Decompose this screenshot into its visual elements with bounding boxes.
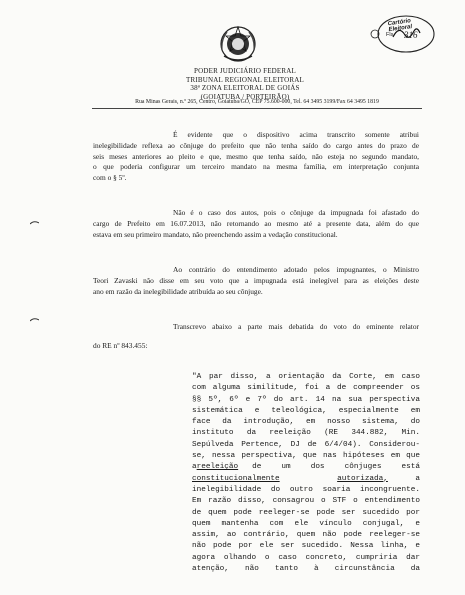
paragraph-line: Teori Zavaski não disse em seu voto que a impugnada está inelegível para as eleições deste <box>93 275 419 285</box>
quote-line: de quem pode reeleger-se pode ser sucedido por <box>192 508 420 517</box>
header-line-1: PODER JUDICIÁRIO FEDERAL <box>193 67 297 75</box>
quote-line: inelegibilidade do outro soaria incongruente. <box>192 485 420 494</box>
header-line-2: TRIBUNAL REGIONAL ELEITORAL <box>186 75 304 84</box>
paragraph-line: estava em seu primeiro mandato, não preenchendo assim a vedação constitucional. <box>93 229 338 239</box>
paragraph-line: ano em razão da inelegibilidade atribuída ao seu cônjuge. <box>93 286 263 296</box>
paragraph-line: Ao contrário do entendimento adotado pelos impugnantes, o Ministro <box>173 265 419 274</box>
quote-underlined-word: constitucionalmente <box>192 474 280 483</box>
court-address: Rua Minas Gerais, n.º 265, Centro, Goiatuba/GO, CEP 75.600-000, Tel. 64 3495 3199/Fax 64 3495 1819 <box>135 99 379 105</box>
paragraph-4 <box>93 322 419 352</box>
margin-mark-icon <box>30 317 39 322</box>
court-header <box>120 67 370 101</box>
quote-word: de um dos cônjuges está <box>252 463 420 472</box>
quote-line <box>192 462 420 473</box>
quote-underlined-word: reeleição <box>196 463 239 472</box>
paragraph-2 <box>93 208 419 240</box>
quote-line: face da introdução, em nosso sistema, do <box>192 418 420 427</box>
paragraph-line: do RE nº 843.455: <box>93 340 148 350</box>
quote-line: agora olhando o caso concreto, cumpriria dar <box>192 553 420 562</box>
quote-underlined-word: autorizada, <box>337 474 388 483</box>
paragraph-line: o que poderia configurar um terceiro mandato na mesma família, em interpretação conjunta <box>93 162 419 172</box>
stamp-label: Fls. <box>386 32 395 38</box>
quote-line: com alguma similitude, foi a de compreender os <box>192 384 420 393</box>
quote-line: atenção, não tanto à circunstância da <box>192 565 420 574</box>
paragraph-line: cargo de Prefeito em 16.07.2013, não retornando ao mesmo até a presente data, além do que <box>93 218 419 228</box>
quote-line: "A par disso, a orientação da Corte, em caso <box>192 373 420 381</box>
header-line-4: (GOIATUBA / PORTEIRÃO) <box>200 92 290 101</box>
quote-line: não pode por ele ser sucedido. Nessa linha, e <box>192 542 420 551</box>
paragraph-3 <box>93 265 419 297</box>
paragraph-line: Não é o caso dos autos, pois o cônjuge da impugnada foi afastado do <box>173 208 419 217</box>
quote-line: Em razão disso, consagrou o STF o entendimento <box>192 497 420 506</box>
quote-line: se, nessa perspectiva, que nas hipóteses em que <box>192 452 420 461</box>
quoted-vote-excerpt <box>192 372 420 575</box>
quote-line: sistemática e teleológica, especialmente em <box>192 406 420 415</box>
margin-mark-icon <box>30 220 39 225</box>
paragraph-line: com o § 5º. <box>93 173 127 183</box>
header-divider <box>92 108 422 109</box>
paragraph-line: seis meses anteriores ao pleito e que, mesmo que tenha saído, não esteja no segundo mandato, <box>93 151 419 161</box>
quote-line <box>192 474 420 485</box>
paragraph-line: inelegibilidade reflexa ao cônjuge do prefeito que não tenha saído do cargo antes do prazo de <box>93 140 419 150</box>
paragraph-line: Transcrevo abaixo a parte mais debatida do voto do eminente relator <box>173 322 419 331</box>
quote-word: a <box>192 463 197 472</box>
quote-line: instituto da reeleição (RE 344.882, Min. <box>192 429 420 438</box>
quote-line: Sepúlveda Pertence, DJ de 6/4/04). Considerou- <box>192 440 420 449</box>
quote-line: quem mantenha com ele vínculo conjugal, e <box>192 519 420 528</box>
paragraph-1 <box>93 130 419 184</box>
paragraph-line: É evidente que o dispositivo acima transcrito somente atribui <box>173 130 419 139</box>
coat-of-arms-emblem <box>218 24 258 64</box>
stamp-title: Cartório Eleitoral <box>387 18 413 34</box>
electoral-office-stamp <box>366 10 436 54</box>
stamp-page-number: 316 <box>404 30 418 40</box>
quote-line: assim, ao contrário, quem não pode reeleger-se <box>192 531 420 540</box>
quote-word: a <box>415 474 420 483</box>
quote-line: §§ 5º, 6º e 7º do art. 14 na sua perspectiva <box>192 395 420 404</box>
header-line-3: 38ª ZONA ELEITORAL DE GOIÁS <box>190 84 300 92</box>
